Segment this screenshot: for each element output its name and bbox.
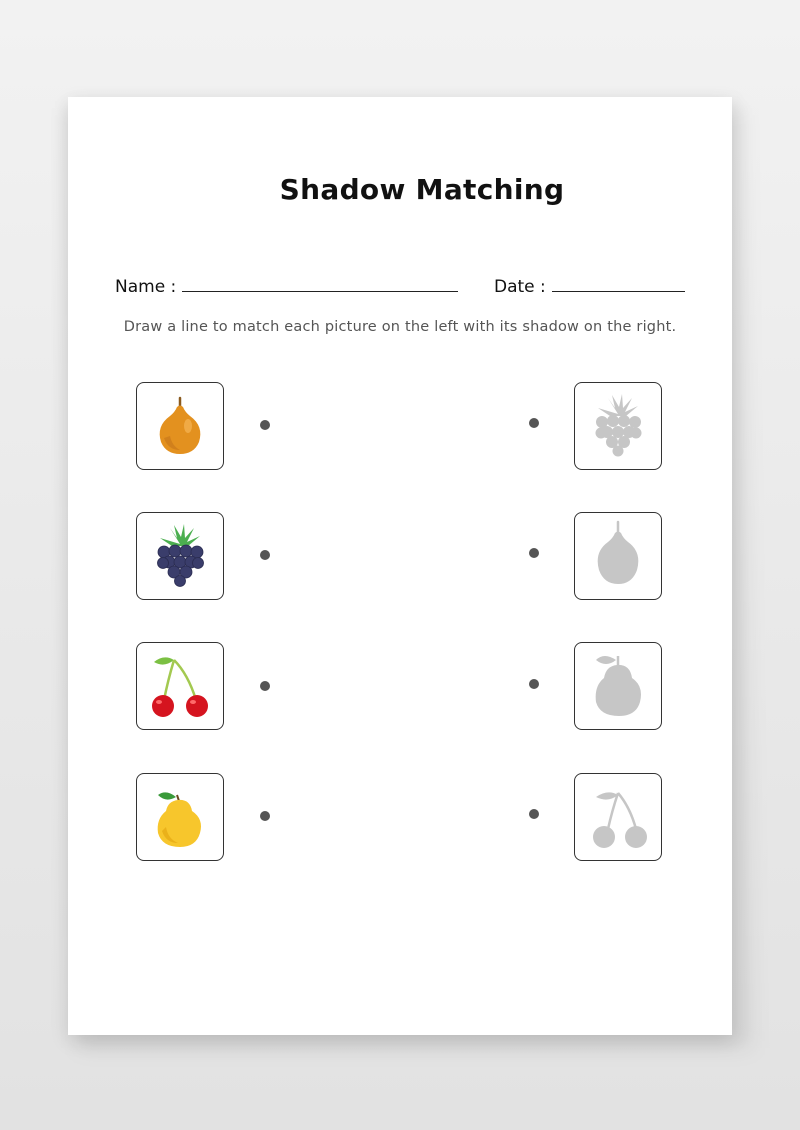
right-match-dot-3[interactable] xyxy=(529,679,539,689)
left-match-dot-3[interactable] xyxy=(260,681,270,691)
right-match-dot-1[interactable] xyxy=(529,418,539,428)
cherries-shadow-icon xyxy=(582,781,654,853)
date-label: Date : xyxy=(494,277,546,297)
picture-box-blackberry xyxy=(136,512,224,600)
worksheet-title: Shadow Matching xyxy=(279,173,565,206)
shadow-box-fig xyxy=(574,512,662,600)
blackberry-shadow-icon xyxy=(582,390,654,462)
picture-box-quince xyxy=(136,773,224,861)
right-match-dot-2[interactable] xyxy=(529,548,539,558)
instructions-text: Draw a line to match each picture on the left with its shadow on the right. xyxy=(123,319,677,335)
shadow-box-quince xyxy=(574,642,662,730)
worksheet-page xyxy=(68,97,732,1035)
fig-shadow-icon xyxy=(582,520,654,592)
name-label: Name : xyxy=(115,277,177,297)
picture-box-fig xyxy=(136,382,224,470)
name-field xyxy=(115,275,458,297)
blackberry-icon xyxy=(144,520,216,592)
shadow-box-blackberry xyxy=(574,382,662,470)
left-match-dot-1[interactable] xyxy=(260,420,270,430)
left-match-dot-2[interactable] xyxy=(260,550,270,560)
shadow-box-cherries xyxy=(574,773,662,861)
quince-shadow-icon xyxy=(582,650,654,722)
date-write-line[interactable] xyxy=(552,275,685,292)
fig-icon xyxy=(144,390,216,462)
date-field xyxy=(494,275,685,297)
left-match-dot-4[interactable] xyxy=(260,811,270,821)
picture-box-cherries xyxy=(136,642,224,730)
name-write-line[interactable] xyxy=(182,275,458,292)
right-match-dot-4[interactable] xyxy=(529,809,539,819)
quince-icon xyxy=(144,781,216,853)
cherries-icon xyxy=(144,650,216,722)
